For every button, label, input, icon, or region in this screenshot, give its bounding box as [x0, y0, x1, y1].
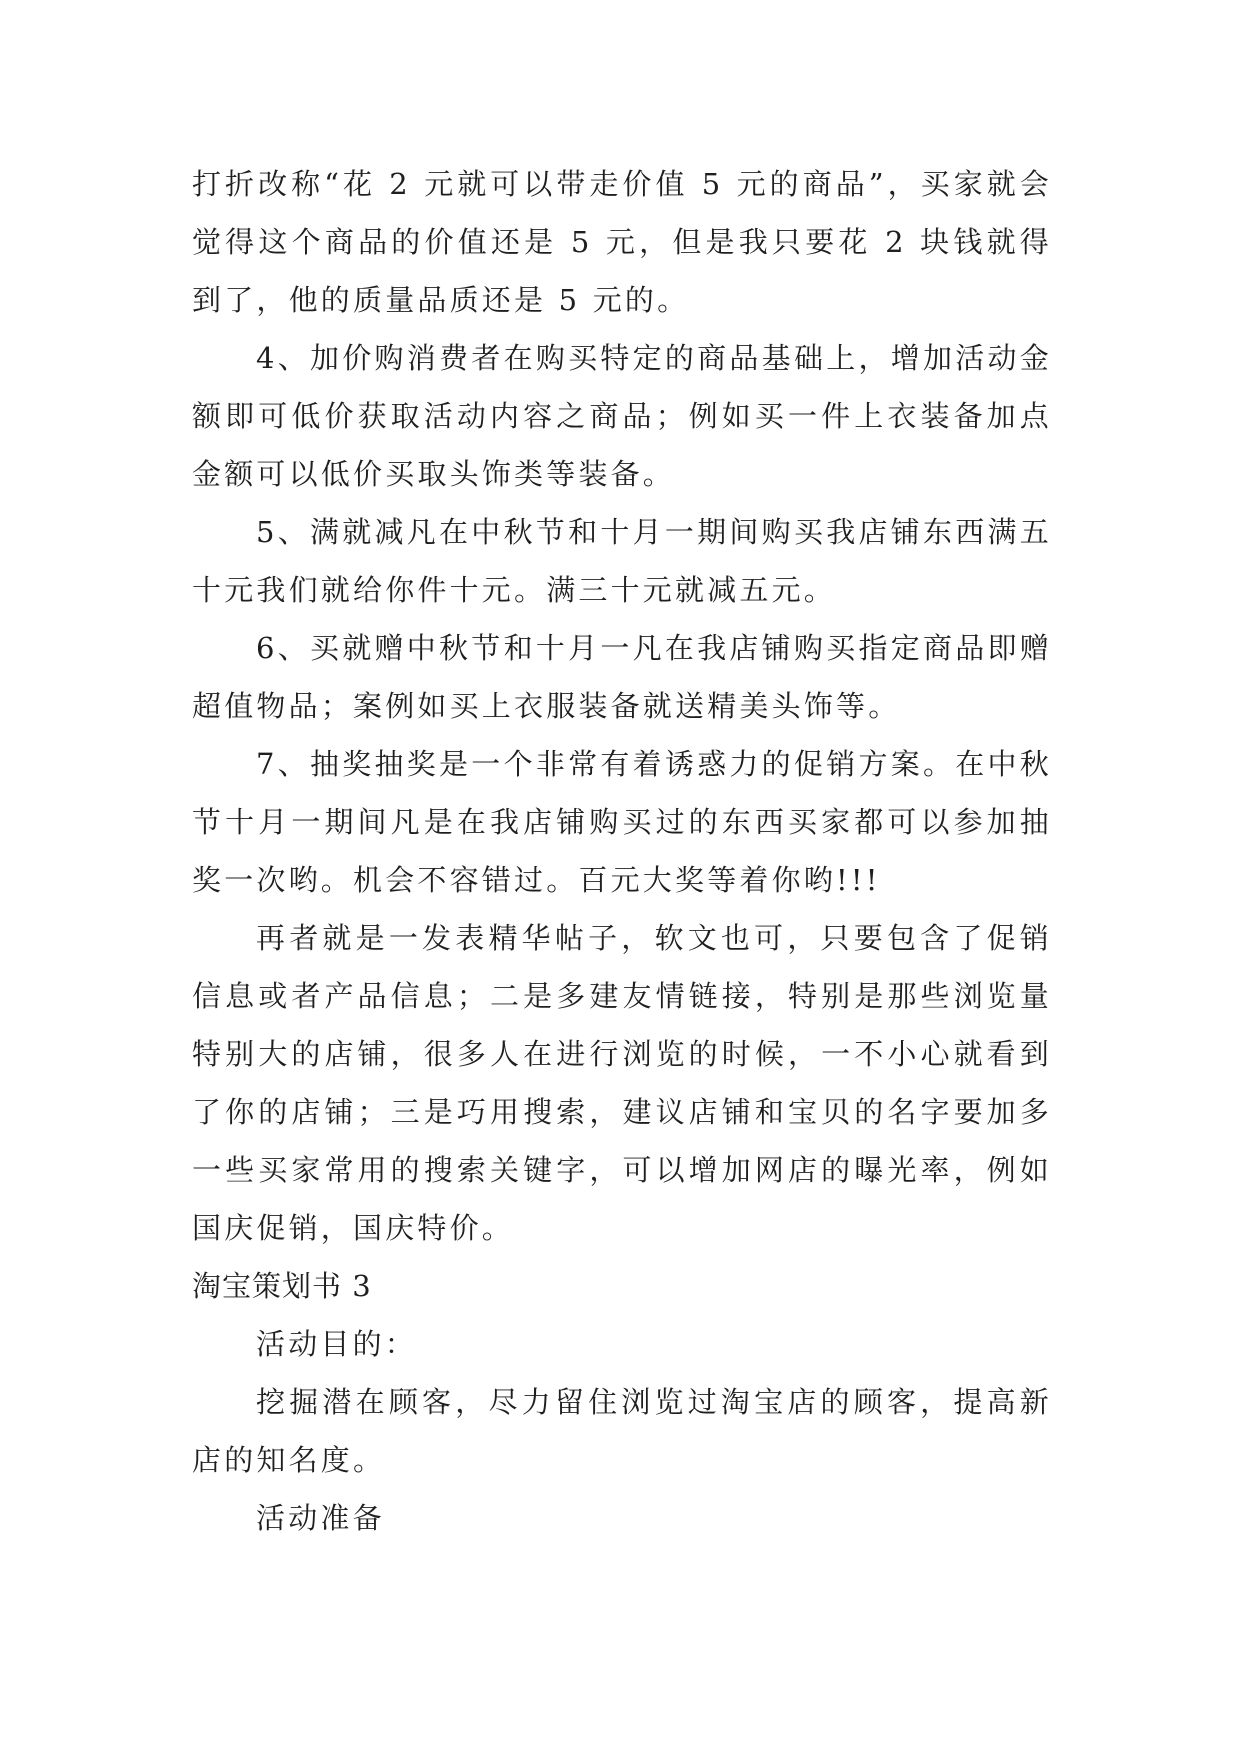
paragraph-goal-text: 挖掘潜在顾客，尽力留住浏览过淘宝店的顾客，提高新店的知名度。	[192, 1385, 1052, 1477]
document-body	[192, 155, 1052, 1547]
paragraph-item-7: 7、抽奖抽奖是一个非常有着诱惑力的促销方案。在中秋节十月一期间凡是在我店铺购买过的东西买家都可以参加抽奖一次哟。机会不容错过。百元大奖等着你哟!!!	[192, 747, 1052, 897]
paragraph-item-4: 4、加价购消费者在购买特定的商品基础上，增加活动金额即可低价获取活动内容之商品；例如买一件上衣装备加点金额可以低价买取头饰类等装备。	[192, 341, 1052, 491]
paragraph-item-6: 6、买就赠中秋节和十月一凡在我店铺购买指定商品即赠超值物品；案例如买上衣服装备就送精美头饰等。	[192, 631, 1052, 723]
section-title: 淘宝策划书 3	[192, 1269, 372, 1303]
paragraph-preparation-label: 活动准备	[256, 1501, 385, 1535]
paragraph-item-5: 5、满就减凡在中秋节和十月一期间购买我店铺东西满五十元我们就给你件十元。满三十元就减五元。	[192, 515, 1052, 607]
paragraph-goal-label: 活动目的：	[256, 1327, 418, 1361]
paragraph-further-promotion: 再者就是一发表精华帖子，软文也可，只要包含了促销信息或者产品信息；二是多建友情链接，特别是那些浏览量特别大的店铺，很多人在进行浏览的时候，一不小心就看到了你的店铺；三是巧用搜索，建议店铺和宝贝的名字要加多一些买家常用的搜索关键字，可以增加网店的曝光率，例如国庆促销，国庆特价。	[192, 921, 1052, 1245]
paragraph-continuation: 打折改称“花 2 元就可以带走价值 5 元的商品”，买家就会觉得这个商品的价值还是 5 元，但是我只要花 2 块钱就得到了，他的质量品质还是 5 元的。	[192, 167, 1052, 317]
